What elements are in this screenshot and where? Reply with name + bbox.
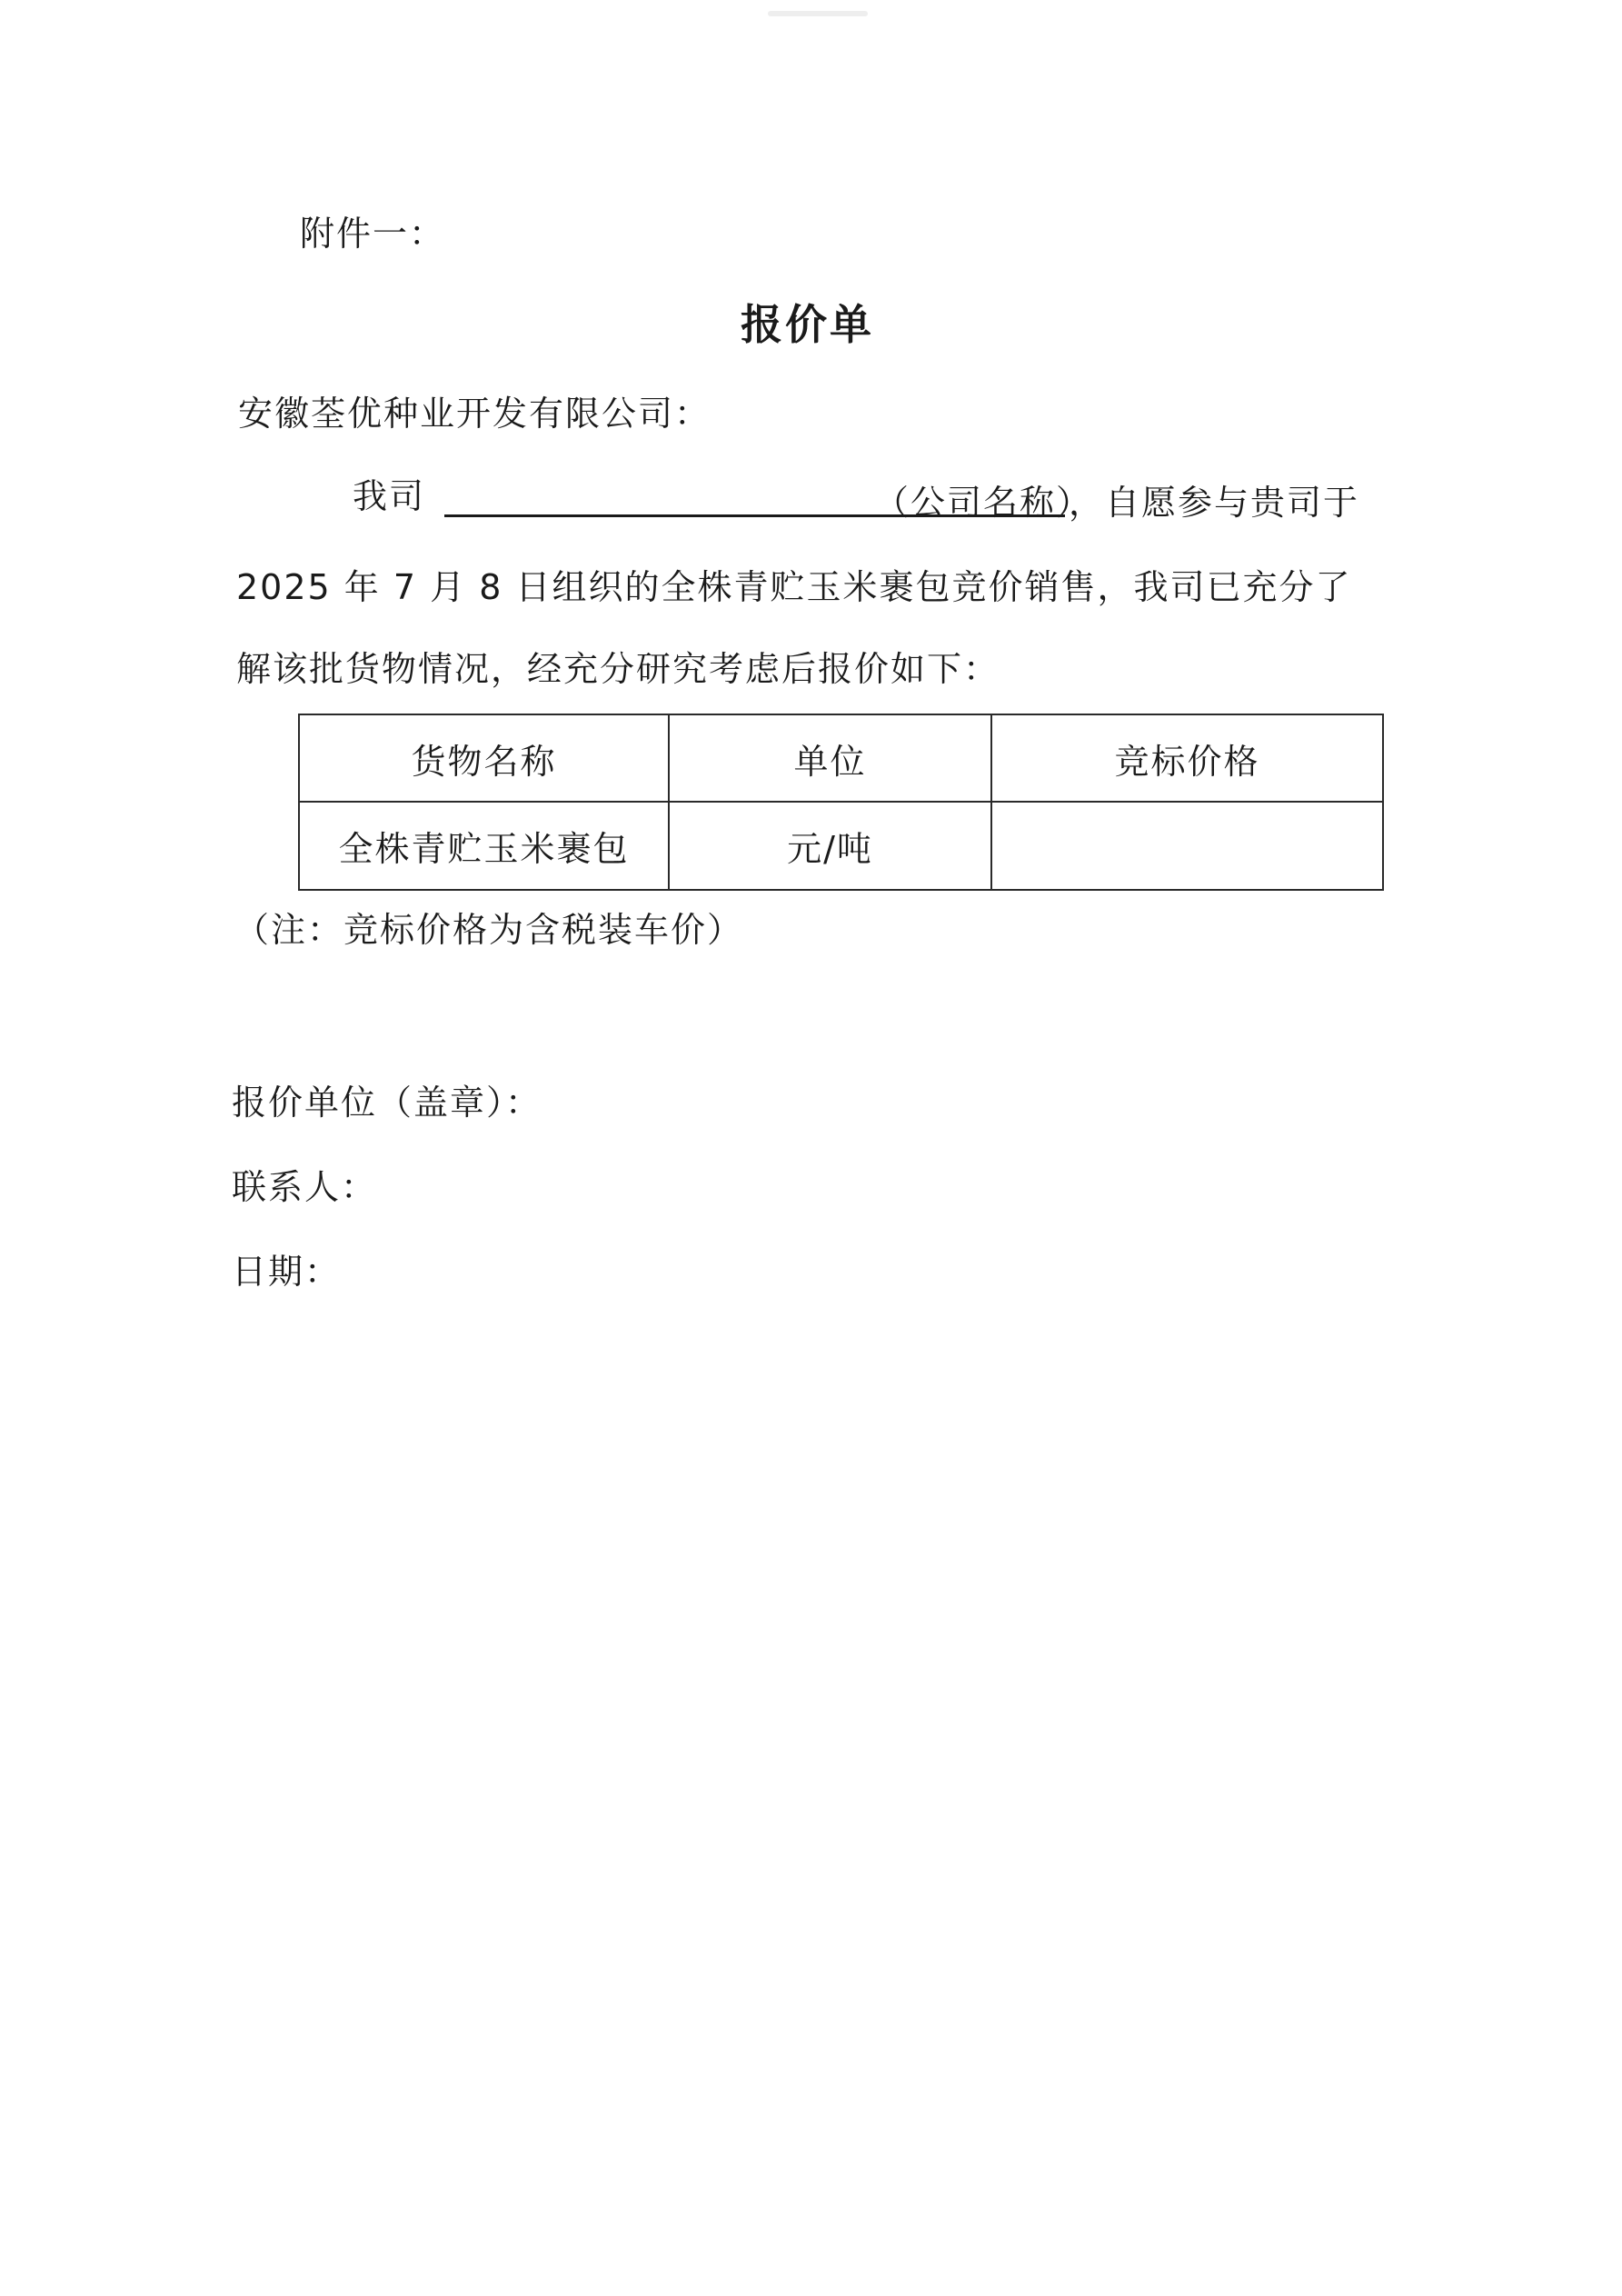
table-header-row — [299, 714, 1383, 802]
header-bid-price: 竞标价格 — [991, 714, 1383, 802]
body-line3: 解该批货物情况，经充分研究考虑后报价如下： — [236, 649, 1000, 689]
company-name-blank — [444, 514, 879, 517]
cell-bid-price[interactable] — [991, 802, 1383, 890]
note: （注：竞标价格为含税装车价） — [234, 910, 744, 950]
header-goods-name: 货物名称 — [299, 714, 669, 802]
scan-mark — [768, 11, 868, 16]
body-line1-suffix: ，自愿参与贵司于 — [1069, 483, 1360, 523]
page-title: 报价单 — [741, 300, 874, 349]
company-name-hint-underline — [879, 514, 1065, 517]
quote-table — [298, 714, 1384, 891]
contact-label: 联系人： — [232, 1167, 378, 1207]
cell-unit: 元/吨 — [669, 802, 991, 890]
quoting-unit-label: 报价单位（盖章）： — [232, 1083, 542, 1123]
company-name-hint: （公司名称） — [874, 483, 1093, 523]
cell-goods-name: 全株青贮玉米裹包 — [299, 802, 669, 890]
table-row — [299, 802, 1383, 890]
body-line2: 2025 年 7 月 8 日组织的全株青贮玉米裹包竞价销售，我司已充分了 — [236, 567, 1352, 607]
attachment-label: 附件一： — [300, 214, 446, 254]
body-line1-prefix: 我司 — [353, 476, 426, 516]
date-label: 日期： — [232, 1252, 342, 1292]
addressee: 安徽荃优种业开发有限公司： — [238, 394, 711, 434]
header-unit: 单位 — [669, 714, 991, 802]
